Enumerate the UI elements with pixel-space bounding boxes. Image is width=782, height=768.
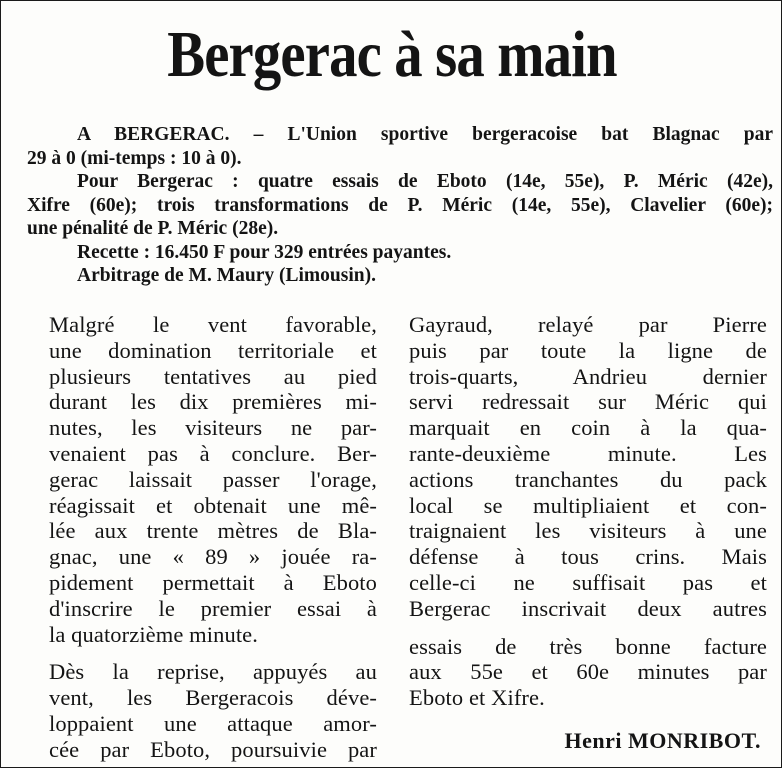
text-line: loppaient une attaque amor-: [49, 710, 377, 736]
right-column: [409, 312, 767, 711]
text-line: la quatorzième minute.: [49, 621, 258, 647]
text-line: plusieurs tentatives au pied: [49, 363, 377, 389]
text-line: Malgré le vent favorable,: [49, 312, 377, 337]
text-line: Dès la reprise, appuyés au: [49, 659, 377, 685]
text-line: vent, les Bergeracois déve-: [49, 685, 377, 711]
text-line: d'inscrire le premier essai à: [49, 595, 377, 621]
text-line: essais de très bonne facture: [409, 633, 767, 659]
paragraph: [409, 634, 767, 711]
summary-line: 29 à 0 (mi-temps : 10 à 0).: [27, 147, 242, 169]
text-line: réagissait et obtenait une mê-: [49, 492, 377, 518]
text-line: venaient pas à conclure. Ber-: [49, 440, 377, 466]
summary-line: Recette : 16.450 F pour 329 entrées payantes.: [77, 241, 452, 263]
text-line: actions tranchantes du pack: [409, 466, 767, 492]
text-line: trois-quarts, Andrieu dernier: [409, 363, 767, 389]
text-line: puis par toute la ligne de: [409, 337, 767, 363]
text-line: rante-deuxième minute. Les: [409, 440, 767, 466]
text-line: une domination territoriale et: [49, 337, 377, 363]
text-line: traignaient les visiteurs à une: [409, 518, 767, 544]
left-column: [25, 312, 377, 763]
paragraph: [409, 312, 767, 622]
summary-line: Arbitrage de M. Maury (Limousin).: [77, 265, 376, 286]
summary-line: Pour Bergerac : quatre essais de Eboto (14e, 55e), P. Méric (42e),: [77, 171, 773, 192]
text-line: lée aux trente mètres de Bla-: [49, 518, 377, 544]
match-summary: [27, 123, 773, 288]
summary-line: A BERGERAC. – L'Union sportive bergeracoise bat Blagnac par: [77, 124, 773, 145]
text-line: local se multipliaient et con-: [409, 492, 767, 518]
summary-line: Xifre (60e); trois transformations de P. Méric (14e, 55e), Clavelier (60e);: [27, 194, 773, 216]
text-line: cée par Eboto, poursuivie par: [49, 736, 377, 762]
text-line: aux 55e et 60e minutes par: [409, 659, 767, 685]
text-line: gnac, une « 89 » jouée ra-: [49, 544, 377, 570]
headline: Bergerac à sa main: [167, 18, 617, 91]
text-line: Gayraud, relayé par Pierre: [409, 312, 767, 337]
author-signature: Henri MONRIBOT.: [564, 728, 761, 753]
text-line: marquait en coin à la qua-: [409, 415, 767, 441]
text-line: Bergerac inscrivait deux autres: [409, 595, 767, 621]
text-line: nutes, les visiteurs ne par-: [49, 415, 377, 441]
text-line: durant les dix premières mi-: [49, 389, 377, 415]
paragraph: [25, 312, 377, 647]
text-line: celle-ci ne suffisait pas et: [409, 569, 767, 595]
summary-line: une pénalité de P. Méric (28e).: [27, 218, 279, 239]
paragraph: [25, 659, 377, 762]
text-line: pidement permettait à Eboto: [49, 569, 377, 595]
text-line: Eboto et Xifre.: [409, 685, 545, 711]
text-line: servi redressait sur Méric qui: [409, 389, 767, 415]
text-line: gerac laissait passer l'orage,: [49, 466, 377, 492]
text-line: défense à tous crins. Mais: [409, 544, 767, 570]
